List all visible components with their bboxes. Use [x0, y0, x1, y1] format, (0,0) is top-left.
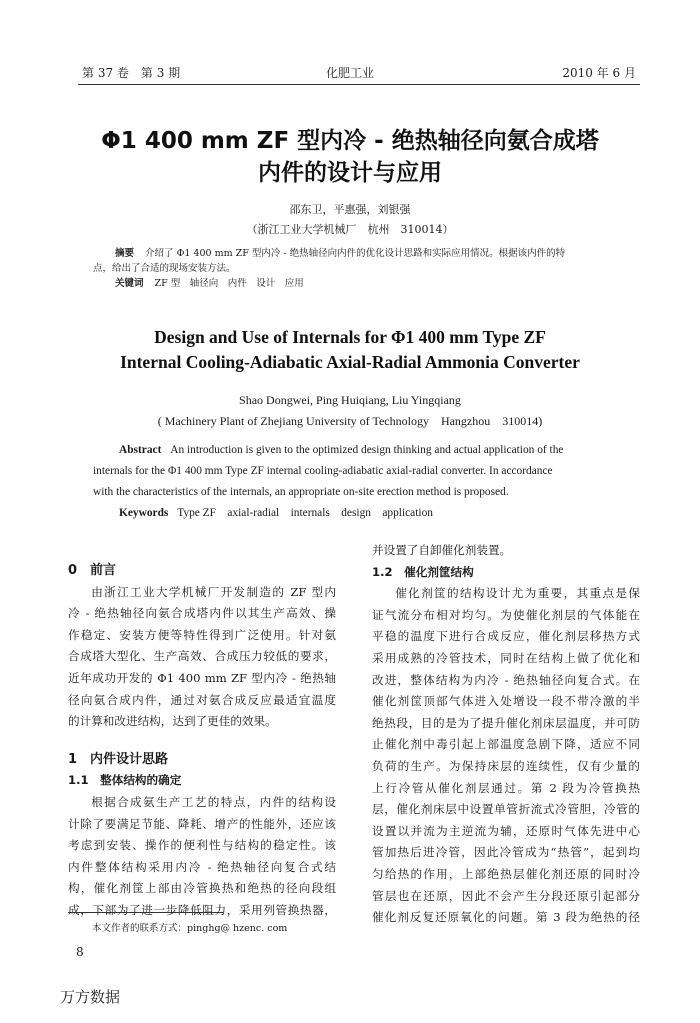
page-number: 8: [76, 945, 84, 959]
paragraph-line: 考虑到安装、操作的便利性与结构的稳定性。该: [68, 838, 336, 853]
subsection-1-1-heading: 1.1 整体结构的确定: [68, 773, 182, 788]
affiliation-cn: （浙江工业大学机械厂 杭州 310014）: [246, 223, 454, 236]
abstract-en: [93, 440, 633, 524]
paragraph-line: 上行冷管从催化剂层通过。第 2 段为冷管换热: [372, 780, 640, 795]
right-column: [372, 540, 640, 929]
title-cn-line2: 内件的设计与应用: [258, 160, 442, 186]
abstract-cn-label: 摘要: [115, 248, 135, 259]
title-en-line2: Internal Cooling-Adiabatic Axial-Radial Ammonia Converter: [120, 352, 580, 372]
paragraph-line: 证气流分布相对均匀。为使催化剂层的气体能在: [372, 607, 640, 622]
paragraph-line: 作稳定、安装方便等特性得到广泛使用。针对氨: [68, 627, 336, 642]
paragraph-line: 根据合成氨生产工艺的特点，内件的结构设: [91, 794, 336, 809]
paragraph-line: 止催化剂中毒引起上部温度急剧下降，适应不同: [372, 737, 640, 752]
paragraph-line: 内件整体结构采用内冷 - 绝热轴径向复合式结: [68, 859, 336, 874]
title-cn-line1: Φ1 400 mm ZF 型内冷 - 绝热轴径向氨合成塔: [101, 128, 599, 154]
paragraph-line: 构，催化剂筐上部由冷管换热和绝热的径向段组: [68, 881, 336, 896]
paragraph-line: 负荷的生产。为保持床层的连续性，仅有少量的: [372, 758, 640, 773]
paragraph-line: 成，下部为了进一步降低阻力，采用列管换热器，: [68, 902, 336, 917]
paragraph-line: 绝热段，目的是为了提升催化剂床层温度，并可防: [372, 715, 640, 730]
footnote-rule: [68, 912, 223, 913]
running-header-volume: 第 37 卷 第 3 期: [82, 66, 181, 80]
paragraph-line: 催化剂筐的结构设计尤为重要，其重点是保: [395, 586, 640, 601]
keywords-cn-text: ZF 型 轴径向 内件 设计 应用: [154, 278, 304, 289]
title-en-line1: Design and Use of Internals for Φ1 400 mm Type ZF: [154, 327, 546, 347]
paragraph-line: 合成塔大型化、生产高效、合成压力较低的要求，: [68, 649, 336, 664]
keywords-en-text: Type ZF axial-radial internals design application: [177, 507, 433, 519]
authors-en: Shao Dongwei, Ping Huiqiang, Liu Yingqiang: [239, 393, 461, 407]
paragraph-line: 层，催化剂床层中设置单管折流式冷管胆，冷管的: [372, 802, 640, 817]
paragraph-line: 管加热后进冷管，因此冷管成为“热管”，起到均: [372, 845, 640, 860]
paragraph-line: 改进，整体结构为内冷 - 绝热轴径向复合式。在: [372, 672, 640, 687]
running-header-date: 2010 年 6 月: [562, 66, 636, 80]
paragraph-line: 的计算和改进结构，达到了更佳的效果。: [68, 714, 277, 729]
abstract-cn-line1: 介绍了 Φ1 400 mm ZF 型内冷 - 绝热轴径向内件的优化设计思路和实际应用情况。根据该内件的特: [145, 248, 566, 259]
subsection-1-2-heading: 1.2 催化剂筐结构: [372, 564, 474, 579]
abstract-en-line1: An introduction is given to the optimized design thinking and actual application of the: [170, 444, 564, 456]
paragraph-line: 冷 - 绝热轴径向氨合成塔内件以其生产高效、操: [68, 606, 336, 621]
abstract-cn-line2: 点，给出了合适的现场安装方法。: [93, 263, 236, 274]
paragraph-line: 并设置了自卸催化剂装置。: [372, 543, 512, 557]
keywords-en-label: Keywords: [119, 507, 169, 519]
paragraph-line: 平稳的温度下进行合成反应，催化剂层移热方式: [372, 629, 640, 644]
paragraph-line: 匀给热的作用，上部绝热层催化剂还原的同时冷: [372, 866, 640, 881]
footnote: 本文作者的联系方式：pinghg@ hzenc. com: [92, 923, 288, 934]
abstract-en-line3: with the characteristics of the internals, an appropriate on-site erection method is proposed.: [93, 486, 509, 498]
paragraph-line: 近年成功开发的 Φ1 400 mm ZF 型内冷 - 绝热轴: [68, 670, 336, 685]
paragraph-line: 计除了要满足节能、降耗、增产的性能外，还应该: [68, 816, 336, 831]
paragraph-line: 径向氨合成内件，通过对氨合成反应最适宜温度: [68, 692, 336, 707]
affiliation-en: ( Machinery Plant of Zhejiang University of Technology Hangzhou 310014): [157, 414, 543, 428]
paragraph-line: 采用成熟的冷管技术，同时在结构上做了优化和: [372, 650, 640, 665]
paragraph-line: 设置以并流为主逆流为辅，还原时气体先进中心: [372, 823, 640, 838]
section-0-heading: 0 前言: [68, 563, 117, 578]
paragraph-line: 催化剂筐顶部气体进入处增设一段不带冷激的半: [372, 694, 640, 709]
abstract-en-line2: internals for the Φ1 400 mm Type ZF internal cooling-adiabatic axial-radial converter. In accordance: [93, 465, 553, 477]
authors-cn: 邵东卫，平惠强，刘银强: [289, 203, 411, 216]
keywords-cn-label: 关键词: [115, 278, 144, 289]
paragraph-line: 由浙江工业大学机械厂开发制造的 ZF 型内: [91, 584, 336, 599]
watermark: 万方数据: [60, 988, 121, 1006]
abstract-en-label: Abstract: [119, 444, 162, 456]
paragraph-line: 管层也在还原，因此不会产生分段还原引起部分: [372, 888, 640, 903]
header-rule: [78, 84, 640, 85]
abstract-cn: [93, 246, 633, 291]
paragraph-line: 催化剂反复还原氧化的问题。第 3 段为绝热的径: [372, 910, 640, 925]
running-header-journal: 化肥工业: [325, 66, 374, 80]
left-column: [68, 560, 336, 922]
section-1-heading: 1 内件设计思路: [68, 751, 169, 767]
